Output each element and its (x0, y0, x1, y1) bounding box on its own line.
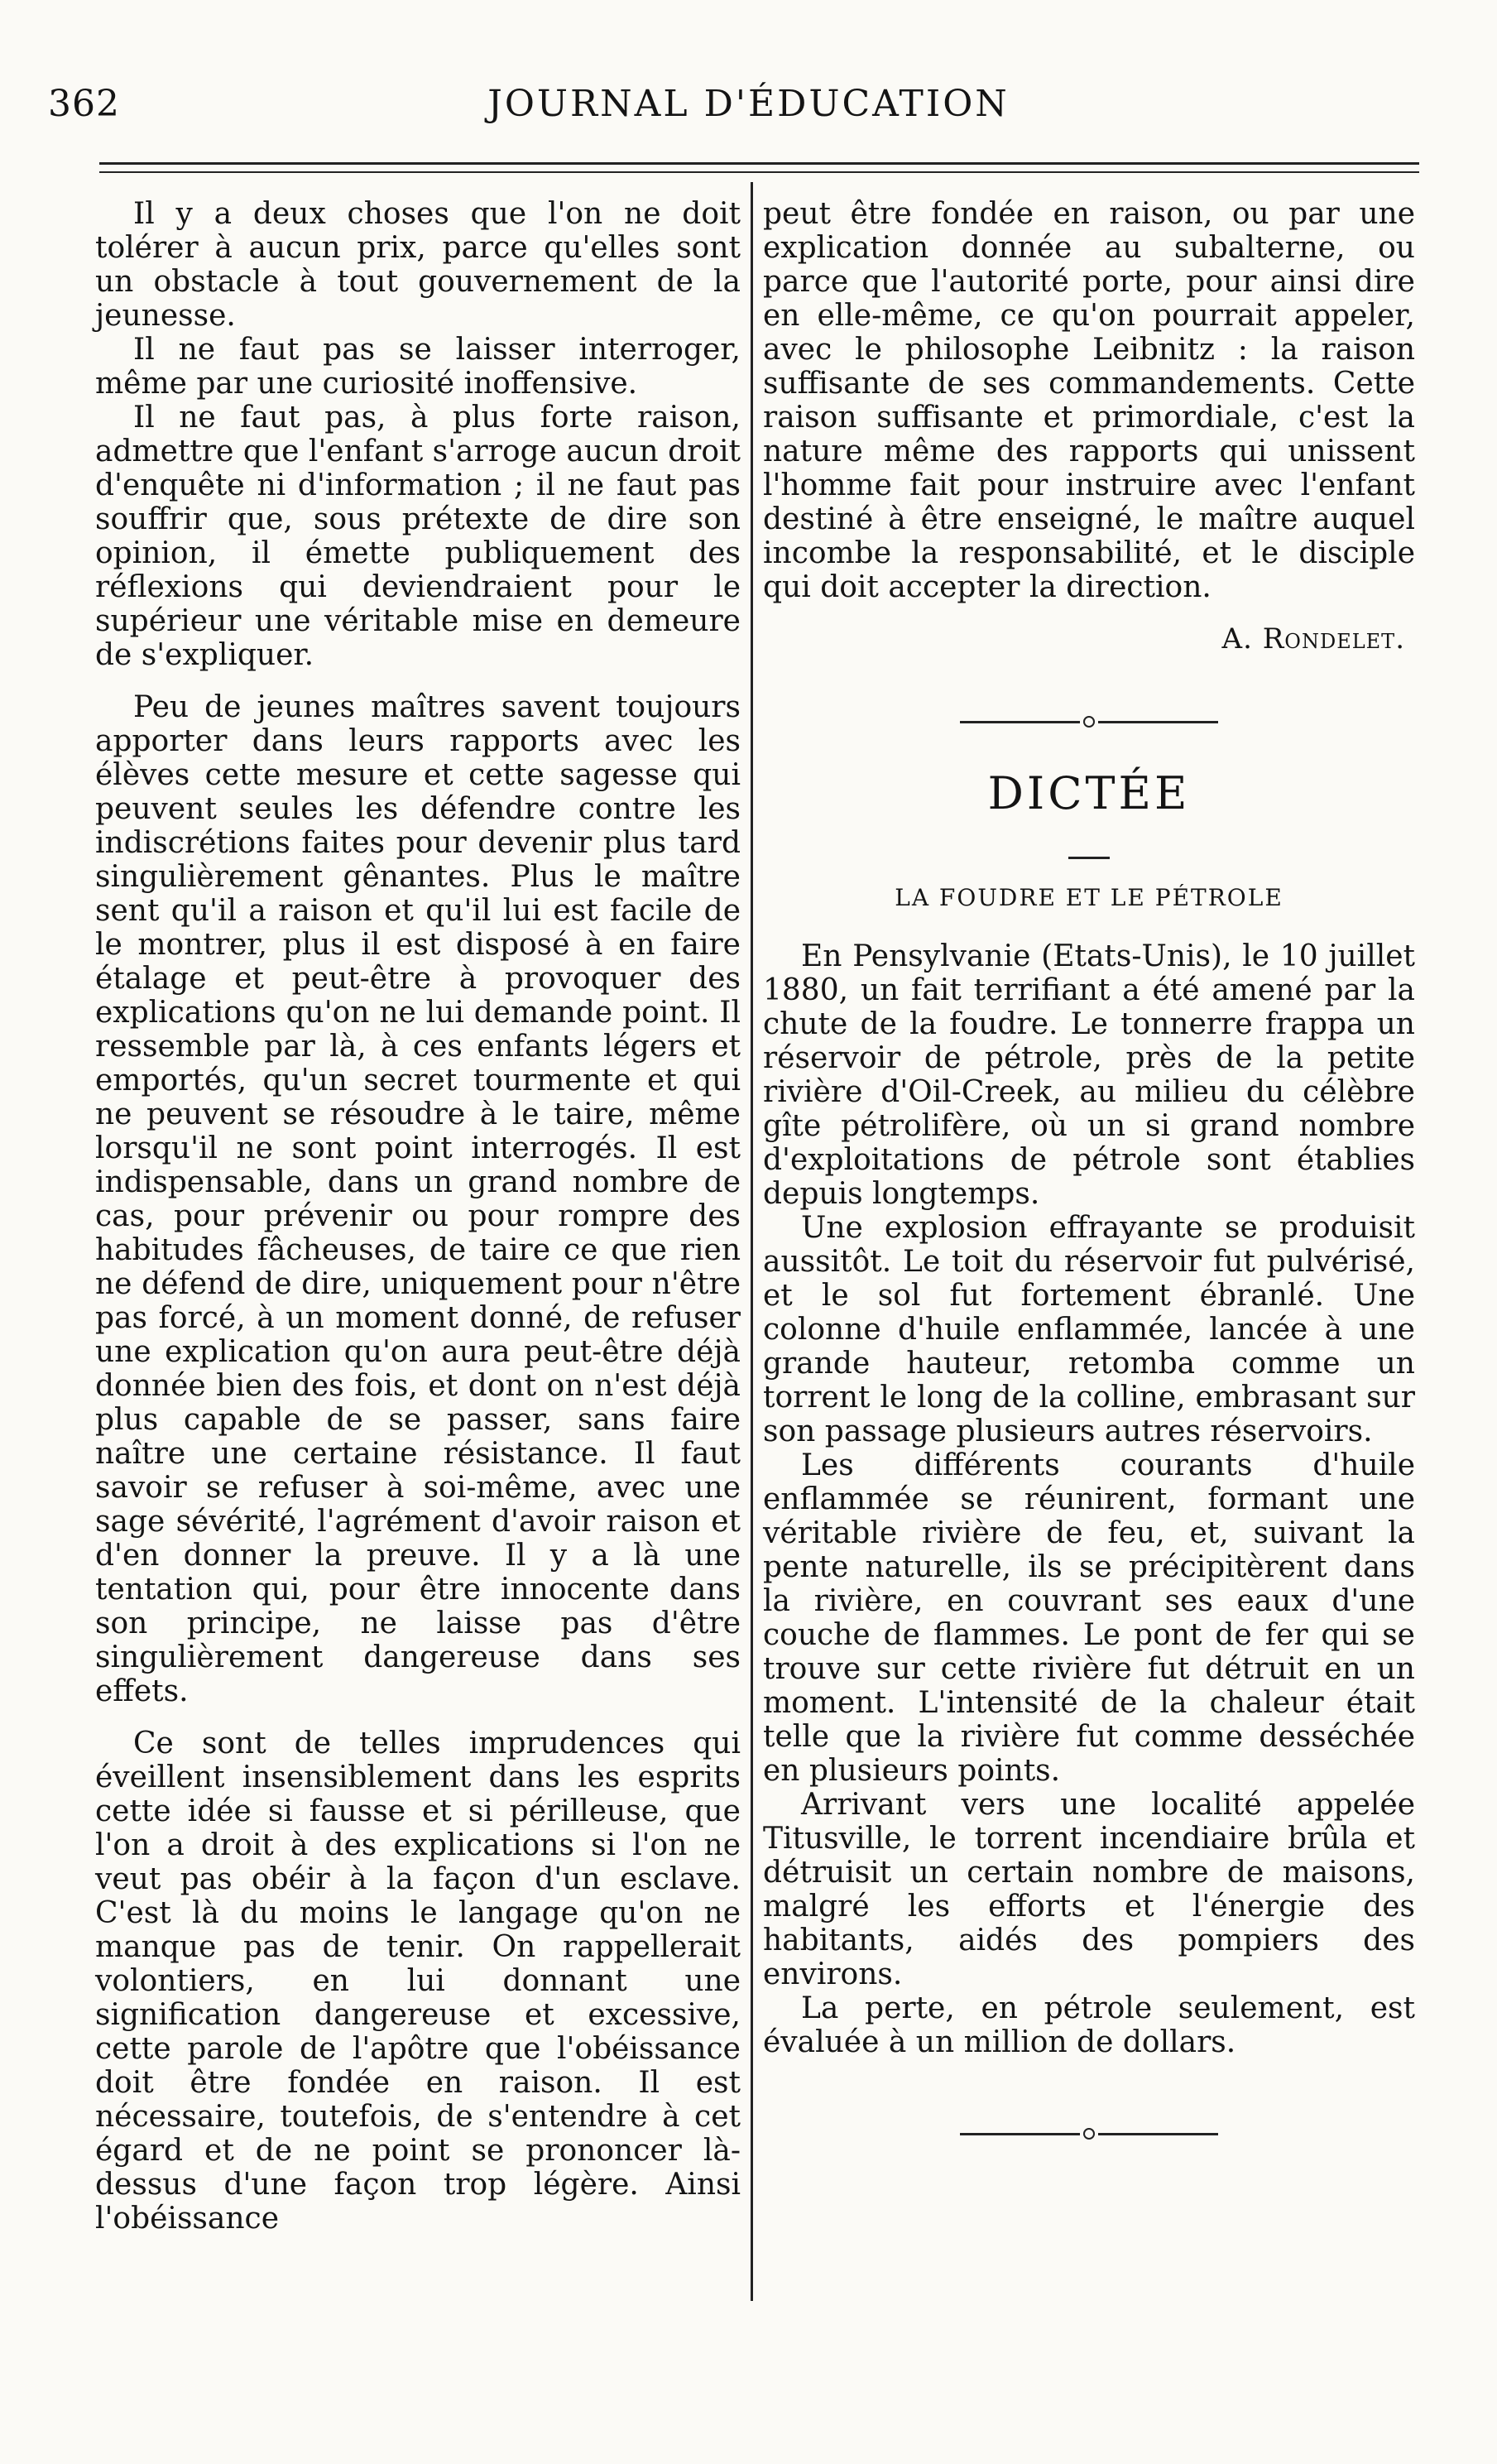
column-divider (751, 182, 753, 2301)
separator-line (1098, 721, 1218, 723)
separator-circle (1083, 716, 1095, 728)
running-title: JOURNAL D'ÉDUCATION (487, 83, 1010, 125)
dictation-paragraph: Les différents courants d'huile enflammée se réunirent, formant une véritable rivière de feu, et, suivant la pente naturelle, ils se précipitèrent dans la rivière, en couvrant ses eaux d'une couche de flammes. Le pont de fer qui se trouve sur cette rivière fut détruit en un moment. L'intensité de la chaleur était telle que la rivière fut comme desséchée en plusieurs points. (763, 1448, 1415, 1788)
section-title: DICTÉE (987, 767, 1191, 819)
end-separator (763, 2125, 1415, 2142)
title-rule (1068, 857, 1110, 859)
dictation-paragraph: En Pensylvanie (Etats-Unis), le 10 juillet 1880, un fait terrifiant a été amené par la chute de la foudre. Le tonnerre frappa un réservoir de pétrole, près de la petite rivière d'Oil-Creek, au milieu du célèbre gîte pétrolifère, où un si grand nombre d'exploitations de pétrole sont établies depuis longtemps. (763, 939, 1415, 1211)
header-rule (99, 162, 1419, 165)
left-column (95, 197, 741, 2236)
dictation-paragraph: Une explosion effrayante se produisit aussitôt. Le toit du réservoir fut pulvérisé, et le sol fut fortement ébranlé. Une colonne d'huile enflammée, lancée à une grande hauteur, retomba comme un torrent le long de la colline, embrasant sur son passage plusieurs autres réservoirs. (763, 1211, 1415, 1448)
section-subtitle: LA FOUDRE ET LE PÉTROLE (895, 884, 1283, 911)
author-signature (763, 622, 1405, 656)
separator-line (960, 721, 1080, 723)
paragraph-continuation: peut être fondée en raison, ou par une explication donnée au subalterne, ou parce que l'autorité porte, pour ainsi dire en elle-même, ce qu'on pourrait appeler, avec le philosophe Leibnitz : la raison suffisante de ses commandements. Cette raison suffisante et primordiale, c'est la nature même des rapports qui unissent l'homme fait pour instruire avec l'enfant destiné à être enseigné, le maître auquel incombe la responsabilité, et le disciple qui doit accepter la direction. (763, 197, 1415, 604)
dictation-paragraph: La perte, en pétrole seulement, est évaluée à un million de dollars. (763, 1991, 1415, 2059)
paragraph: Ce sont de telles imprudences qui éveillent insensiblement dans les esprits cette idée si fausse et si périlleuse, que l'on a droit à des explications si l'on ne veut pas obéir à la façon d'un esclave. C'est là du moins le langage qu'on ne manque pas de tenir. On rappellerait volontiers, en lui donnant une signification dangereuse et excessive, cette parole de l'apôtre que l'obéissance doit être fondée en raison. Il est nécessaire, toutefois, de s'entendre à cet égard et de ne point se prononcer là-dessus d'une façon trop légère. Ainsi l'obéissance (95, 1727, 741, 2236)
separator-line (1098, 2133, 1218, 2135)
section-separator (763, 713, 1415, 730)
paragraph: Peu de jeunes maîtres savent toujours apporter dans leurs rapports avec les élèves cette mesure et cette sagesse qui peuvent seules les défendre contre les indiscrétions faites pour devenir plus tard singulièrement gênantes. Plus le maître sent qu'il a raison et qu'il lui est facile de le montrer, plus il est disposé à en faire étalage et peut-être à provoquer des explications qu'on ne lui demande point. Il ressemble par là, à ces enfants légers et emportés, qu'un secret tourmente et qui ne peuvent se résoudre à le taire, même lorsqu'il ne sont point interrogés. Il est indispensable, dans un grand nombre de cas, pour prévenir ou pour rompre des habitudes fâcheuses, de taire ce que rien ne défend de dire, uniquement pour n'être pas forcé, à un moment donné, de refuser une explication qu'on aura peut-être déjà donnée bien des fois, et dont on n'est déjà plus capable de se passer, sans faire naître une certaine résistance. Il faut savoir se refuser à soi-même, avec une sage sévérité, l'agrément d'avoir raison et d'en donner la preuve. Il y a là une tentation qui, pour être innocente dans son principe, ne laisse pas d'être singulièrement dangereuse dans ses effets. (95, 690, 741, 1708)
separator-circle (1083, 2128, 1095, 2140)
dictation-paragraph: Arrivant vers une localité appelée Titusville, le torrent incendiaire brûla et détruisit un certain nombre de maisons, malgré les efforts et l'énergie des habitants, aidés des pompiers des environs. (763, 1788, 1415, 1991)
header-rule-secondary (99, 171, 1419, 173)
paragraph: Il ne faut pas, à plus forte raison, admettre que l'enfant s'arroge aucun droit d'enquête ni d'information ; il ne faut pas souffrir que, sous prétexte de dire son opinion, il émette publiquement des réflexions qui deviendraient pour le supérieur une véritable mise en demeure de s'expliquer. (95, 401, 741, 672)
page-number: 362 (48, 83, 120, 125)
author-initial: A. (1221, 622, 1263, 656)
separator-line (960, 2133, 1080, 2135)
author-name: Rondelet. (1262, 622, 1405, 656)
paragraph: Il ne faut pas se laisser interroger, même par une curiosité inoffensive. (95, 333, 741, 401)
paragraph: Il y a deux choses que l'on ne doit tolérer à aucun prix, parce qu'elles sont un obstacle à tout gouvernement de la jeunesse. (95, 197, 741, 333)
right-column (763, 197, 1415, 2142)
